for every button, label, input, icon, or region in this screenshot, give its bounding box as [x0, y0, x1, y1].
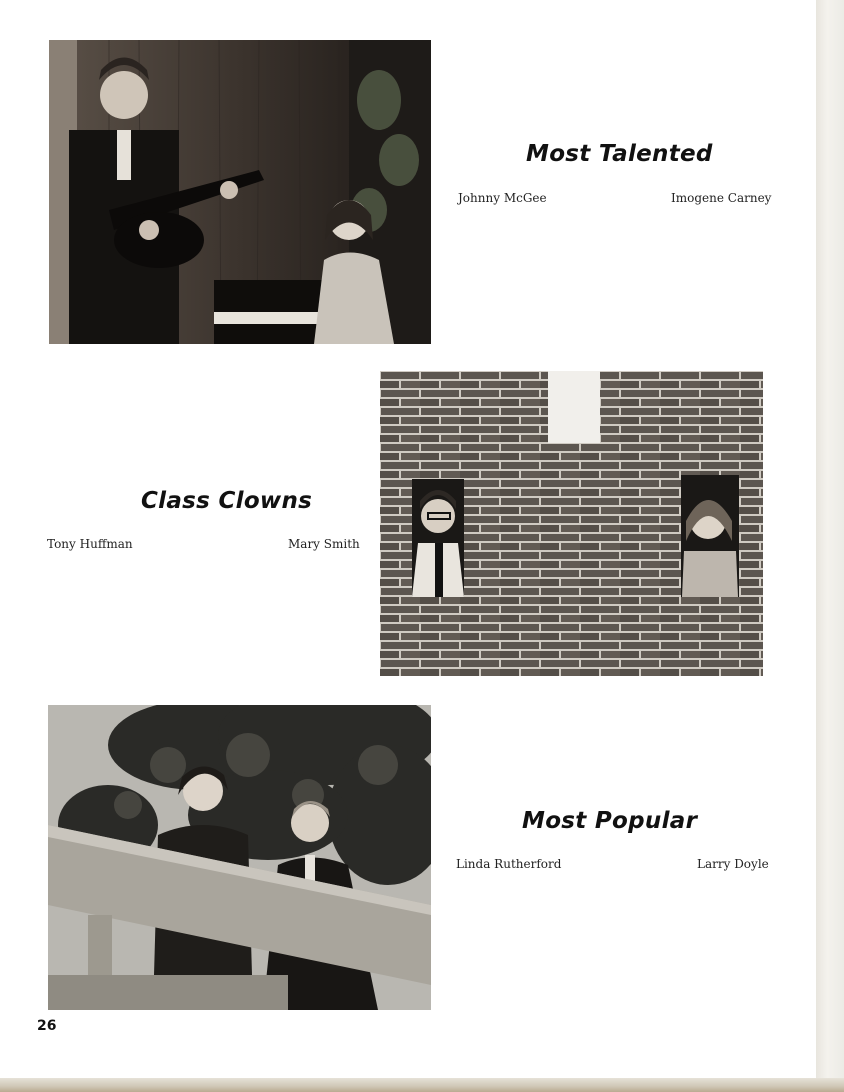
most-popular-photo: [48, 705, 431, 1010]
photo-brick-wall: [380, 371, 763, 676]
page-number: 26: [37, 1018, 57, 1034]
class-clowns-photo: [380, 371, 763, 676]
most-talented-photo: [49, 40, 431, 344]
name-larry-doyle: Larry Doyle: [697, 857, 769, 871]
name-linda-rutherford: Linda Rutherford: [456, 857, 562, 871]
name-tony-huffman: Tony Huffman: [47, 537, 133, 551]
section-title-most-talented: Most Talented: [526, 141, 713, 167]
photo-bridge-trees: [48, 705, 431, 1010]
name-mary-smith: Mary Smith: [288, 537, 360, 551]
section-title-class-clowns: Class Clowns: [141, 488, 313, 514]
name-johnny-mcgee: Johnny McGee: [458, 191, 547, 205]
photo-guitar-piano: [49, 40, 431, 344]
page-edge-bottom: [0, 1078, 844, 1092]
name-imogene-carney: Imogene Carney: [671, 191, 772, 205]
section-title-most-popular: Most Popular: [522, 808, 698, 834]
page-edge-right: [816, 0, 844, 1092]
